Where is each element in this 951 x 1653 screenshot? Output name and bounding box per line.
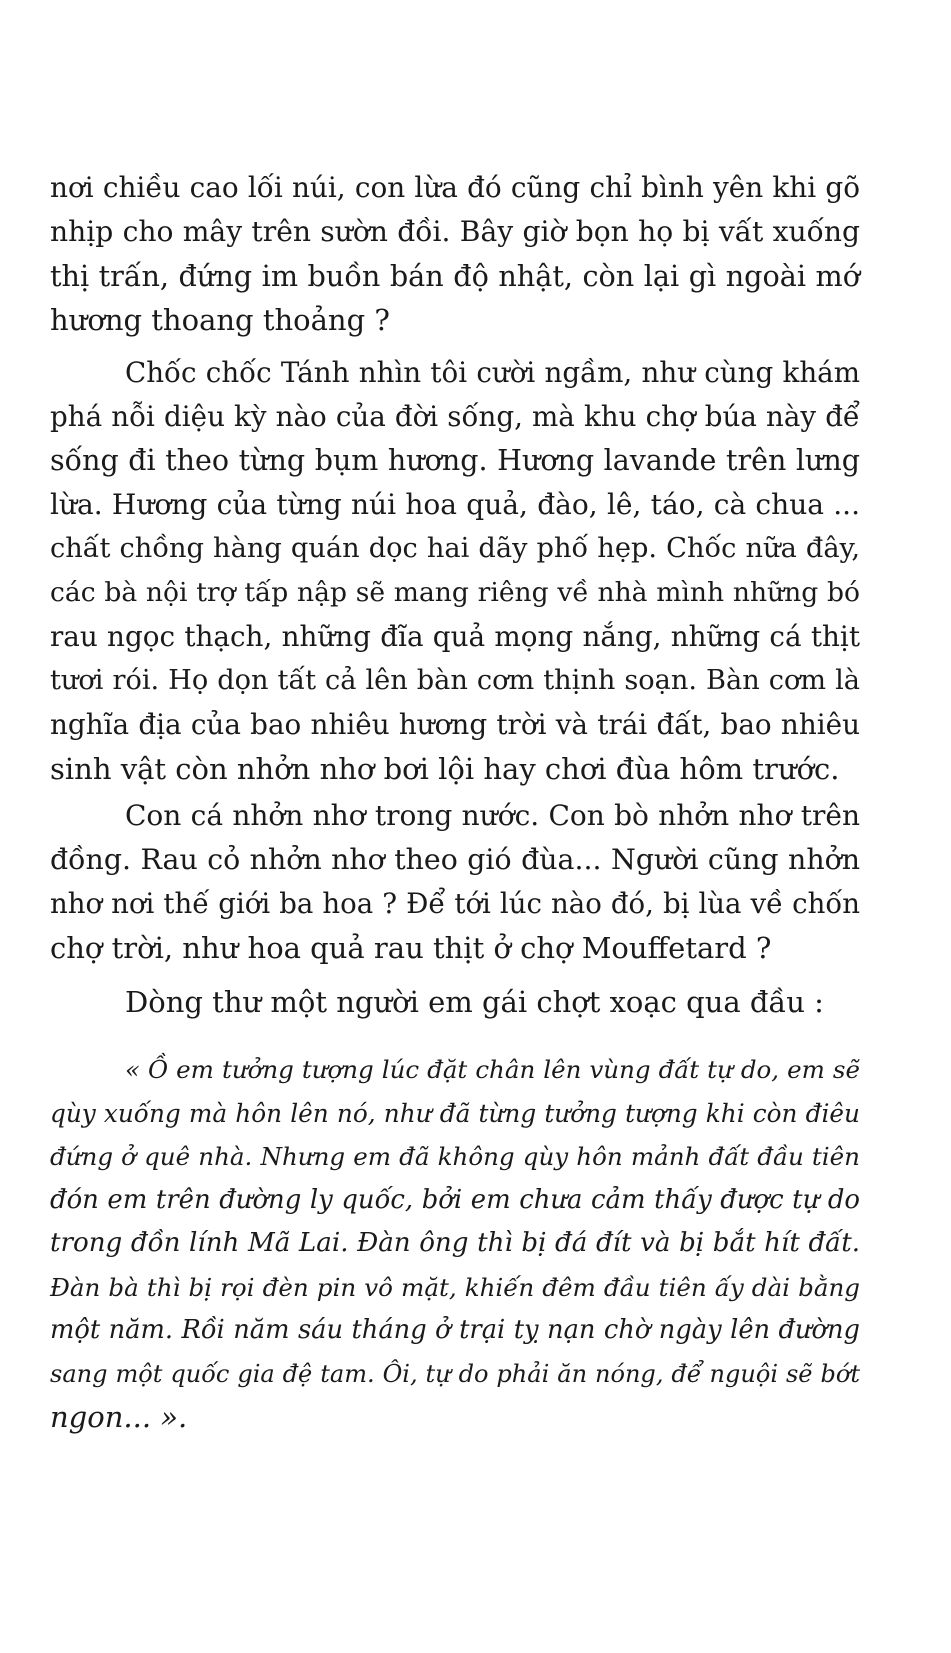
text-line: Dòng thư một người em gái chợt xoạc qua đầu : bbox=[125, 985, 824, 1019]
text-line: nghĩa địa của bao nhiêu hương trời và trái đất, bao nhiêu bbox=[50, 708, 860, 741]
text-line: chợ trời, như hoa quả rau thịt ở chợ Mouffetard ? bbox=[50, 931, 772, 965]
quoted-letter bbox=[50, 1048, 860, 1440]
text-line: phá nỗi diệu kỳ nào của đời sống, mà khu chợ búa này để bbox=[50, 400, 860, 433]
text-line: một năm. Rồi năm sáu tháng ở trại tỵ nạn chờ ngày lên đường bbox=[50, 1315, 860, 1345]
text-line: « Ồ em tưởng tượng lúc đặt chân lên vùng đất tự do, em sẽ bbox=[125, 1055, 860, 1084]
text-line: đón em trên đường ly quốc, bởi em chưa cảm thấy được tự do bbox=[50, 1184, 860, 1215]
text-line: nhịp cho mây trên sườn đồi. Bây giờ bọn họ bị vất xuống bbox=[50, 215, 860, 248]
text-line: đứng ở quê nhà. Nhưng em đã không qùy hôn mảnh đất đầu tiên bbox=[50, 1142, 860, 1171]
text-line: nhơ nơi thế giới ba hoa ? Để tới lúc nào đó, bị lùa về chốn bbox=[50, 887, 860, 920]
text-line: sống đi theo từng bụm hương. Hương lavande trên lưng bbox=[50, 444, 860, 477]
text-line: qùy xuống mà hôn lên nó, như đã từng tưởng tượng khi còn điêu bbox=[50, 1098, 860, 1128]
text-line: Đàn bà thì bị rọi đèn pin vô mặt, khiến đêm đầu tiên ấy dài bằng bbox=[50, 1272, 860, 1302]
text-line: Con cá nhởn nhơ trong nước. Con bò nhởn nhơ trên bbox=[125, 799, 860, 832]
text-line: lừa. Hương của từng núi hoa quả, đào, lê, táo, cà chua ... bbox=[50, 488, 860, 521]
text-line: các bà nội trợ tấp nập sẽ mang riêng về nhà mình những bó bbox=[50, 577, 860, 608]
text-line: sang một quốc gia đệ tam. Ôi, tự do phải ăn nóng, để nguội sẽ bớt bbox=[50, 1359, 860, 1388]
paragraph-1 bbox=[50, 166, 860, 342]
text-line: thị trấn, đứng im buồn bán độ nhật, còn lại gì ngoài mớ bbox=[50, 259, 860, 293]
text-line: sinh vật còn nhởn nhơ bơi lội hay chơi đùa hôm trước. bbox=[50, 752, 840, 786]
text-line: hương thoang thoảng ? bbox=[50, 303, 390, 337]
text-line: Chốc chốc Tánh nhìn tôi cười ngầm, như cùng khám bbox=[125, 356, 860, 389]
text-line: ngon... ». bbox=[50, 1400, 188, 1434]
text-line: nơi chiều cao lối núi, con lừa đó cũng chỉ bình yên khi gõ bbox=[50, 171, 860, 204]
text-line: rau ngọc thạch, những đĩa quả mọng nắng, những cá thịt bbox=[50, 620, 860, 653]
text-line: tươi rói. Họ dọn tất cả lên bàn cơm thịnh soạn. Bàn cơm là bbox=[50, 665, 860, 696]
paragraph-2 bbox=[50, 351, 860, 791]
text-line: chất chồng hàng quán dọc hai dãy phố hẹp. Chốc nữa đây, bbox=[50, 533, 860, 564]
paragraph-4 bbox=[50, 980, 860, 1024]
text-line: trong đồn lính Mã Lai. Đàn ông thì bị đá đít và bị bắt hít đất. bbox=[50, 1228, 860, 1258]
text-line: đồng. Rau cỏ nhởn nhơ theo gió đùa... Người cũng nhởn bbox=[50, 843, 860, 876]
paragraph-3 bbox=[50, 794, 860, 970]
